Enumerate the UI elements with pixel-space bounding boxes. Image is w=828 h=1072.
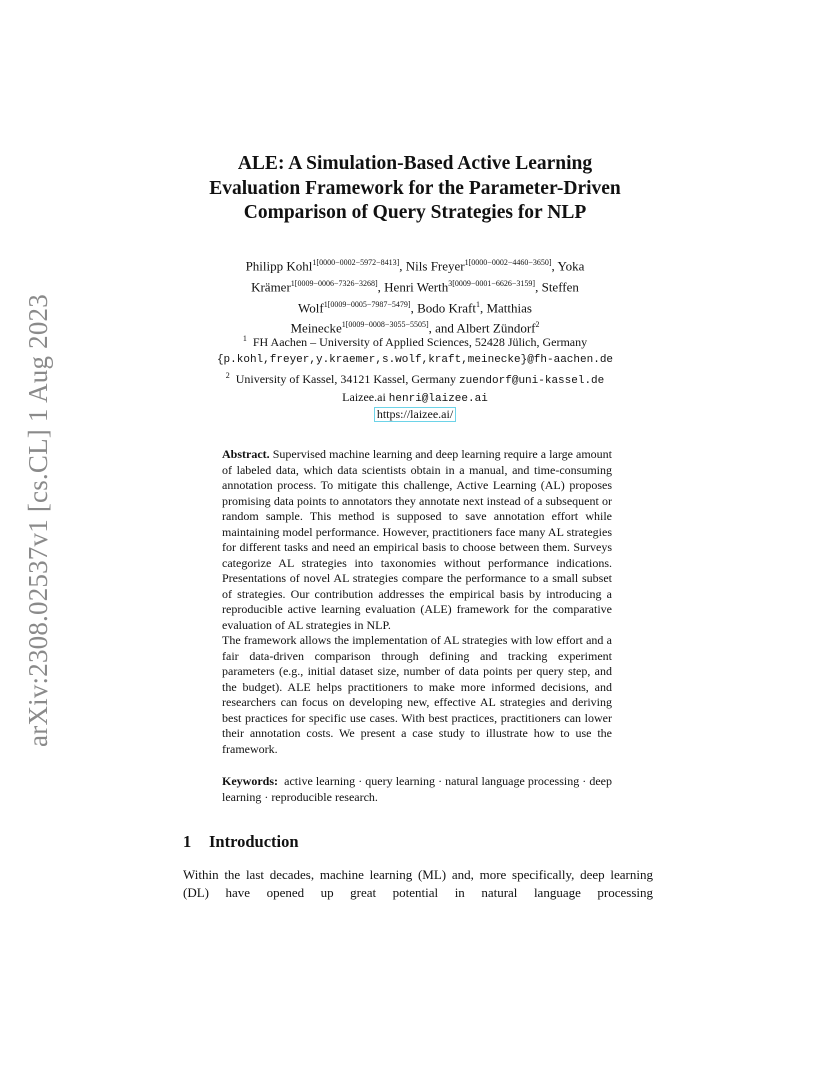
affiliation-text: University of Kassel, 34121 Kassel, Germany <box>235 372 457 386</box>
author-name: Philipp Kohl <box>245 258 313 274</box>
introduction-text: Within the last decades, machine learning (ML) and, more specifically, deep learning (DL) have opened up great potential in natural language processing <box>183 867 653 900</box>
affiliation-2 <box>160 368 670 390</box>
author-name: Yoka <box>557 258 585 274</box>
laizee-url-link[interactable]: https://laizee.ai/ <box>374 407 456 422</box>
arxiv-identifier-stamp <box>8 290 68 750</box>
author-affiliation-mark: 1 <box>312 258 317 267</box>
author-orcid: [0000−0002−5972−8413] <box>316 258 400 267</box>
keywords <box>222 774 612 805</box>
author-affiliation-mark: 2 <box>535 320 540 330</box>
keywords-text: active learning · query learning · natural language processing · deep learning · reproducible research. <box>222 774 612 804</box>
author-affiliation-mark: 1 <box>323 299 328 309</box>
author-orcid: [0000−0002−4460−3650] <box>468 258 552 267</box>
author-line-1: Philipp Kohl$^{1[0000-0002-5972-8413]}$, Nils Freyer$^{1[0000-0002-4460-3650]}$, Yoka <box>245 258 585 274</box>
abstract-label: Abstract. <box>222 447 270 461</box>
affiliations <box>160 331 670 423</box>
affiliation-text: Laizee.ai <box>342 389 386 404</box>
section-title-text: Introduction <box>209 832 299 851</box>
author-list <box>160 254 670 337</box>
affiliation-3-url-line <box>160 407 670 423</box>
author-name: Krämer <box>251 279 291 295</box>
author-affiliation-mark: 1 <box>475 299 480 309</box>
affiliation-email: zuendorf@uni-kassel.de <box>459 375 605 387</box>
abstract-paragraph-2: The framework allows the implementation of AL strategies with low effort and a fair data-driven comparison through defining and tracking experiment parameters (e.g., initial dataset size, number of data points per query step, and the budget). ALE helps practitioners to make more informed decisions, and researchers can focus on developing new, effective AL strategies and deriving best practices for specific use cases. With best practices, practitioners can lower their annotation costs. We present a case study to illustrate how to use the framework. <box>222 633 612 756</box>
abstract-text-1: Supervised machine learning and deep learning require a large amount of labeled data, which data scientists obtain in a manual, and time-consuming annotation process. To mitigate this challenge, Active Learning (AL) proposes promising data points to annotators they annotate next instead of a subsequent or random sample. This method is supposed to save annotation effort while maintaining model performance. However, practitioners face many AL strategies for different tasks and need an empirical basis to choose between them. Surveys categorize AL strategies into taxonomies without performance indications. Presentations of novel AL strategies compare the performance to a small subset of strategies. Our contribution addresses the empirical basis by introducing a reproducible active learning evaluation (ALE) framework for the comparative evaluation of AL strategies in NLP. <box>222 447 613 632</box>
abstract <box>222 447 612 757</box>
author-orcid: [0009−0001−6626−3159] <box>452 278 536 288</box>
section-heading <box>183 832 299 852</box>
author-name: Bodo Kraft <box>417 299 476 315</box>
affiliation-email: henri@laizee.ai <box>388 392 488 405</box>
author-name: and Albert Zündorf <box>435 320 536 336</box>
author-name: Matthias <box>486 299 532 315</box>
author-line-3: Wolf$^{1[0009-0005-7987-5479]}$, Bodo Kraft$^1$, Matthias <box>298 299 532 315</box>
arxiv-identifier-text: arXiv:2308.02537v1 [cs.CL] 1 Aug 2023 <box>22 293 53 747</box>
author-name: Henri Werth <box>384 279 449 295</box>
affiliation-1-email-line <box>160 351 670 369</box>
title-line-2: Evaluation Framework for the Parameter-Driven <box>209 177 621 199</box>
section-number: 1 <box>183 832 192 851</box>
author-affiliation-mark: 1 <box>290 278 295 288</box>
title-line-3: Comparison of Query Strategies for NLP <box>243 202 587 223</box>
author-name: Meinecke <box>290 320 342 336</box>
affiliation-3 <box>160 390 670 408</box>
affiliation-1 <box>160 331 670 351</box>
affiliation-number: 1 <box>242 334 247 343</box>
author-line-4: Meinecke$^{1[0009-0008-3055-5505]}$, and Albert Zündorf$^2$ <box>290 320 540 336</box>
author-affiliation-mark: 1 <box>341 320 346 330</box>
affiliation-number: 2 <box>225 371 230 380</box>
title-line-1: ALE: A Simulation-Based Active Learning <box>237 153 593 174</box>
author-name: Wolf <box>298 299 324 315</box>
author-orcid: [0009−0006−7326−3268] <box>294 278 378 288</box>
keywords-label: Keywords: <box>222 774 278 788</box>
author-affiliation-mark: 1 <box>464 258 469 267</box>
affiliation-email: {p.kohl,freyer,y.kraemer,s.wolf,kraft,meinecke}@fh-aachen.de <box>216 353 614 366</box>
affiliation-text: FH Aachen – University of Applied Sciences, 52428 Jülich, Germany <box>252 335 588 349</box>
author-name: Steffen <box>541 279 579 295</box>
paper-title <box>150 152 680 226</box>
author-orcid: [0009−0005−7987−5479] <box>327 299 411 309</box>
author-orcid: [0009−0008−3055−5505] <box>345 320 429 330</box>
author-name: Nils Freyer <box>405 258 465 274</box>
author-affiliation-mark: 3 <box>448 278 453 288</box>
abstract-paragraph-1 <box>222 447 612 633</box>
author-line-2: Krämer$^{1[0009-0006-7326-3268]}$, Henri Werth$^{3[0009-0001-6626-3159]}$, Steffen <box>251 278 579 295</box>
